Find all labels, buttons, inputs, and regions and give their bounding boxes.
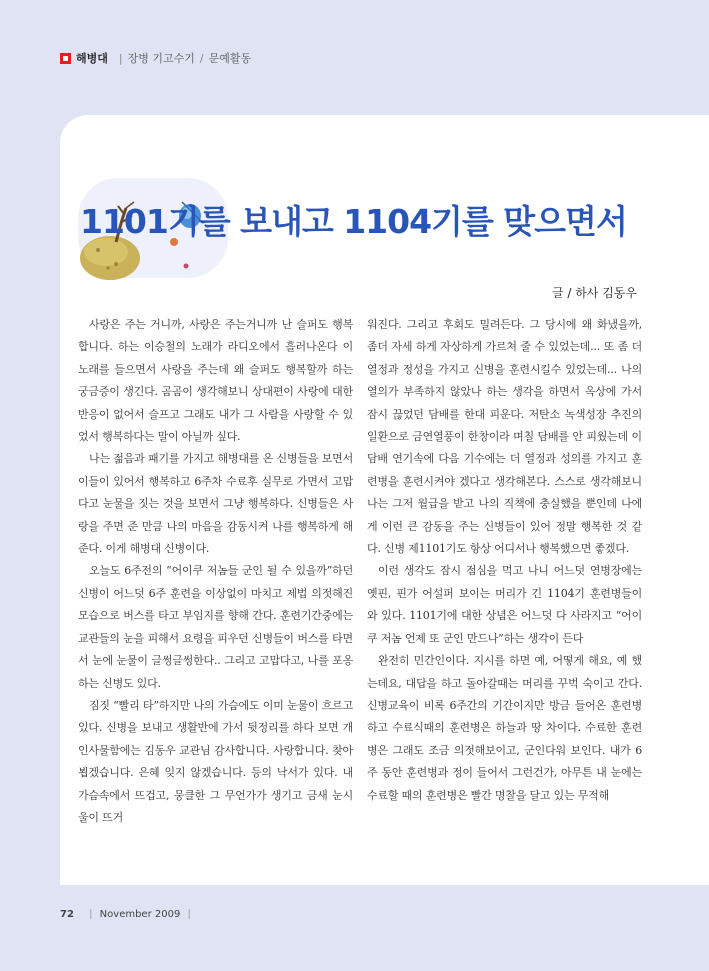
paragraph: 나는 젊음과 패기를 가지고 해병대를 온 신병들을 보면서 이들이 있어서 행복하고 6주차 수료후 실무로 가면서 고맙다고 눈물을 짓는 것을 보면서 그냥 행복하다. 신병들은 사랑을 주면 준 만큼 나의 마음을 감동시켜 나를 행복하게 해준다. 이게 해병대 신병이다.	[78, 452, 353, 556]
marine-logo-icon	[60, 53, 71, 64]
paragraph: 오늘도 6주전의 “어이쿠 저놈들 군인 될 수 있을까”하던 신병이 어느덧 6주 훈련을 이상없이 마치고 제법 의젓해진 모습으로 버스를 타고 부임지를 향해 간다. 훈련기간중에는 교관들의 눈을 피해서 요령을 피우던 신병들이 버스를 타면서 눈에 눈물이 글썽글썽한다.. 그리고 고맙다고, 나를 포옹하는 신병도 있다.	[78, 564, 353, 690]
paragraph: 사랑은 주는 거니까, 사랑은 주는거니까 난 슬퍼도 행복합니다. 하는 이승철의 노래가 라디오에서 흘러나온다 이 노래를 들으면서 사랑을 주는데 왜 슬퍼도 행복할까 하는 궁금증이 생긴다. 곰곰이 생각해보니 상대편이 사랑에 대한 반응이 없어서 슬프고 그래도 내가 그 사람을 사랑할 수 있었서 행복하다는 말이 아닐까 싶다.	[78, 318, 353, 444]
footer-divider-end: |	[187, 909, 191, 920]
page-footer	[60, 909, 195, 920]
header-subsection: 문예활동	[208, 52, 252, 65]
header-slash: /	[199, 51, 204, 65]
page-number: 72	[60, 909, 74, 920]
paragraph: 완전히 민간인이다. 지시를 하면 예, 어떻게 해요, 예 했는데요, 대답을 하고 돌아갈때는 머리를 꾸벅 숙이고 간다. 신병교육이 비록 6주간의 기간이지만 방금 들어온 훈련병하고 수료식때의 훈련병은 하늘과 땅 차이다. 수료한 훈련병은 그래도 조금 의젓해보이고, 군인다워 보인다. 내가 6주 동안 훈련병과 정이 들어서 그런건가, 아무튼 내 눈에는 수료할 때의 훈련병은 빨간 명찰을 달고 있는 무적해	[367, 654, 642, 802]
header-brand: 해병대	[76, 52, 108, 65]
footer-divider: |	[89, 909, 93, 920]
right-column	[367, 314, 642, 807]
article-title: 1101기를 보내고 1104기를 맞으면서	[80, 202, 627, 241]
header-divider: |	[118, 51, 123, 65]
issue-date: November 2009	[99, 909, 181, 920]
byline: 글 / 하사 김동우	[551, 286, 637, 300]
paragraph: 워진다. 그리고 후회도 밀려든다. 그 당시에 왜 화냈을까, 좀더 자세 하게 자상하게 가르쳐 줄 수 있었는데... 또 좀 더 열정과 정성을 가지고 신병을 훈련시킬수 있었는데... 나의 열의가 부족하지 않았나 하는 생각을 하면서 옥상에 가서 잠시 끊었던 담배를 한대 피운다. 저탄소 녹색성장 추진의 일환으로 금연열풍이 한창이라 며칠 담배를 안 피웠는데 이 담배 연기속에 다음 기수에는 더 열정과 성의를 가지고 훈련병을 훈련시켜야 겠다고 생각해본다. 스스로 생각해보니 나는 그저 월급을 받고 나의 직책에 충실했을 뿐인데 나에게 이런 큰 감동을 주는 신병들이 있어 정말 행복한 것 같다. 신병 제1101기도 항상 어디서나 행복했으면 좋겠다.	[367, 318, 642, 556]
paragraph: 이런 생각도 잠시 점심을 먹고 나니 어느덧 연병장에는 옛핀, 핀가 어설퍼 보이는 머리가 긴 1104기 훈련병들이 와 있다. 1101기에 대한 상념은 어느덧 다 사라지고 “어이쿠 저놈 언제 또 군인 만드나”하는 생각이 든다	[367, 564, 642, 645]
paragraph: 짐짓 “빨리 타”하지만 나의 가슴에도 이미 눈물이 흐르고 있다. 신병을 보내고 생활반에 가서 뒷정리를 하다 보면 개인사물함에는 김동우 교관님 감사합니다. 사랑합니다. 찾아뵙겠습니다. 은혜 잊지 않겠습니다. 등의 낙서가 있다. 내 가슴속에서 뜨겁고, 뭉클한 그 무언가가 생기고 금새 눈시울이 뜨거	[78, 698, 353, 824]
left-column	[78, 314, 353, 829]
header-section: 장병 기고수기	[127, 52, 195, 65]
running-header	[60, 50, 251, 66]
